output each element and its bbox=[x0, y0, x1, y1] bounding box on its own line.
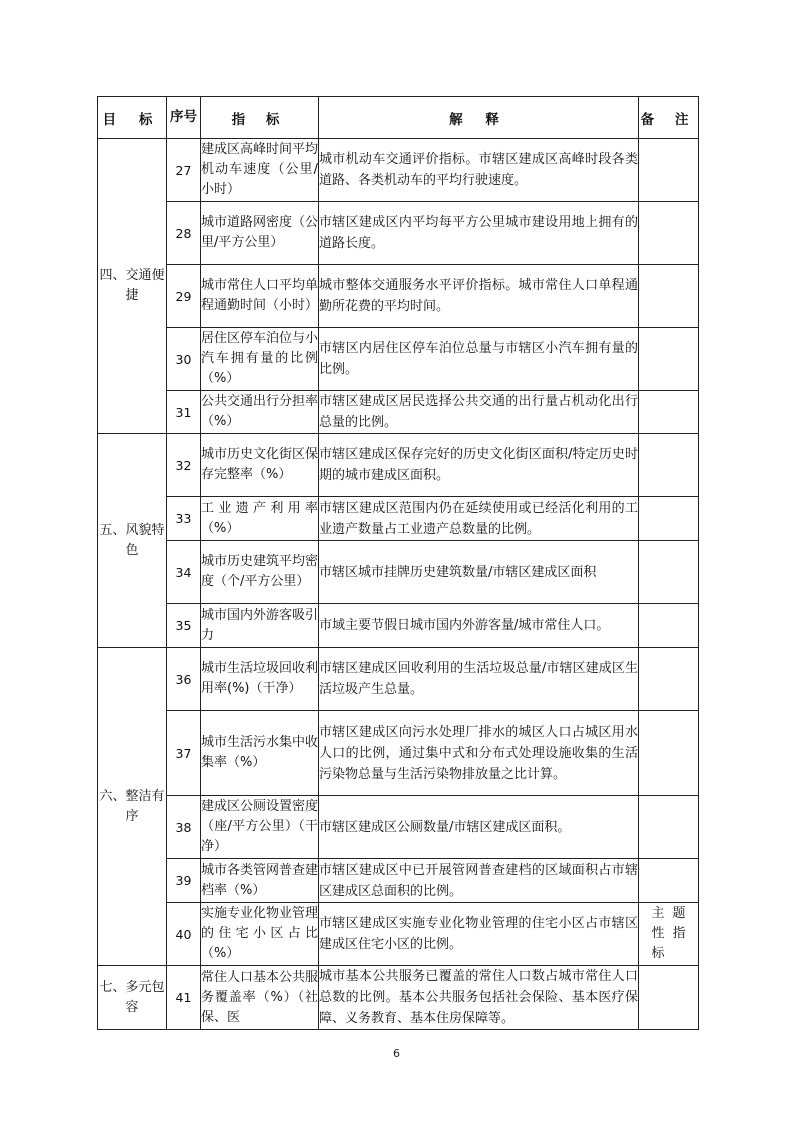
table-row bbox=[98, 711, 699, 796]
indicator-name: 城市道路网密度（公里/平方公里） bbox=[201, 202, 319, 265]
row-number: 33 bbox=[167, 497, 201, 541]
indicator-explanation: 市辖区建成区保存完好的历史文化街区面积/特定历史时期的城市建成区面积。 bbox=[319, 434, 639, 497]
indicator-explanation: 城市整体交通服务水平评价指标。城市常住人口单程通勤所花费的平均时间。 bbox=[319, 265, 639, 328]
indicator-note bbox=[639, 648, 699, 711]
row-number: 35 bbox=[167, 604, 201, 648]
table-row bbox=[98, 328, 699, 391]
indicator-note bbox=[639, 796, 699, 859]
row-number: 30 bbox=[167, 328, 201, 391]
indicator-note: 主题性指标 bbox=[651, 906, 686, 961]
table-row bbox=[98, 391, 699, 434]
row-number: 27 bbox=[167, 139, 201, 202]
table-row bbox=[98, 859, 699, 903]
indicator-explanation: 市辖区建成区内平均每平方公里城市建设用地上拥有的道路长度。 bbox=[319, 202, 639, 265]
indicator-name: 城市各类管网普查建档率（%） bbox=[201, 859, 319, 903]
header-target: 目 标 bbox=[98, 97, 167, 139]
indicator-note bbox=[639, 434, 699, 497]
indicator-note bbox=[639, 497, 699, 541]
indicator-note bbox=[639, 859, 699, 903]
indicator-name: 居住区停车泊位与小汽车拥有量的比例（%） bbox=[201, 328, 319, 391]
indicator-name: 城市国内外游客吸引力 bbox=[201, 604, 319, 648]
indicator-name: 建成区高峰时间平均机动车速度（公里/小时） bbox=[201, 139, 319, 202]
indicator-note bbox=[639, 541, 699, 604]
table-row bbox=[98, 202, 699, 265]
table-row bbox=[98, 648, 699, 711]
table-row bbox=[98, 604, 699, 648]
indicator-name: 实施专业化物业管理的住宅小区占比（%） bbox=[201, 903, 319, 966]
indicator-explanation: 市辖区内居住区停车泊位总量与市辖区小汽车拥有量的比例。 bbox=[319, 328, 639, 391]
header-indicator: 指 标 bbox=[201, 97, 319, 139]
indicator-explanation: 市辖区建成区居民选择公共交通的出行量占机动化出行总量的比例。 bbox=[319, 391, 639, 434]
header-note: 备 注 bbox=[639, 97, 699, 139]
table-row bbox=[98, 903, 699, 966]
table-row bbox=[98, 434, 699, 497]
row-number: 29 bbox=[167, 265, 201, 328]
row-number: 36 bbox=[167, 648, 201, 711]
indicator-name: 城市历史建筑平均密度（个/平方公里） bbox=[201, 541, 319, 604]
indicator-note bbox=[639, 604, 699, 648]
category-inclusive: 七、多元包容 bbox=[98, 966, 167, 1030]
indicator-explanation: 市辖区建成区范围内仍在延续使用或已经活化利用的工业遗产数量占工业遗产总数量的比例。 bbox=[319, 497, 639, 541]
indicator-explanation: 市辖区建成区中已开展管网普查建档的区域面积占市辖区建成区总面积的比例。 bbox=[319, 859, 639, 903]
indicator-explanation: 市辖区建成区回收利用的生活垃圾总量/市辖区建成区生活垃圾产生总量。 bbox=[319, 648, 639, 711]
indicator-table bbox=[97, 96, 699, 1030]
indicator-name: 城市常住人口平均单程通勤时间（小时） bbox=[201, 265, 319, 328]
header-explanation: 解 释 bbox=[319, 97, 639, 139]
indicator-note bbox=[639, 391, 699, 434]
indicator-name: 工业遗产利用率（%） bbox=[201, 497, 319, 541]
indicator-name: 城市生活垃圾回收利用率(%)（干净） bbox=[201, 648, 319, 711]
indicator-explanation: 市辖区建成区向污水处理厂排水的城区人口占城区用水人口的比例，通过集中式和分布式处理设施收集的生活污染物总量与生活污染物排放量之比计算。 bbox=[319, 711, 639, 796]
indicator-note bbox=[639, 966, 699, 1030]
category-style: 五、风貌特色 bbox=[98, 434, 167, 648]
table-row bbox=[98, 541, 699, 604]
indicator-explanation: 城市基本公共服务已覆盖的常住人口数占城市常住人口总数的比例。基本公共服务包括社会保险、基本医疗保障、义务教育、基本住房保障等。 bbox=[319, 966, 639, 1030]
row-number: 37 bbox=[167, 711, 201, 796]
row-number: 41 bbox=[167, 966, 201, 1030]
row-number: 40 bbox=[167, 903, 201, 966]
indicator-note bbox=[639, 139, 699, 202]
indicator-note bbox=[639, 265, 699, 328]
indicator-explanation: 城市机动车交通评价指标。市辖区建成区高峰时段各类道路、各类机动车的平均行驶速度。 bbox=[319, 139, 639, 202]
row-number: 28 bbox=[167, 202, 201, 265]
row-number: 38 bbox=[167, 796, 201, 859]
indicator-explanation: 市辖区建成区实施专业化物业管理的住宅小区占市辖区建成区住宅小区的比例。 bbox=[319, 903, 639, 966]
indicator-explanation: 市辖区建成区公厕数量/市辖区建成区面积。 bbox=[319, 796, 639, 859]
row-number: 34 bbox=[167, 541, 201, 604]
table-row bbox=[98, 497, 699, 541]
indicator-explanation: 市域主要节假日城市国内外游客量/城市常住人口。 bbox=[319, 604, 639, 648]
indicator-name: 城市生活污水集中收集率（%） bbox=[201, 711, 319, 796]
indicator-name: 城市历史文化街区保存完整率（%） bbox=[201, 434, 319, 497]
row-number: 31 bbox=[167, 391, 201, 434]
category-clean: 六、整洁有序 bbox=[98, 648, 167, 966]
category-traffic: 四、交通便捷 bbox=[98, 139, 167, 434]
indicator-explanation: 市辖区城市挂牌历史建筑数量/市辖区建成区面积 bbox=[319, 541, 639, 604]
row-number: 32 bbox=[167, 434, 201, 497]
table-row bbox=[98, 265, 699, 328]
indicator-name: 公共交通出行分担率（%） bbox=[201, 391, 319, 434]
page-number: 6 bbox=[393, 1047, 400, 1060]
indicator-name: 建成区公厕设置密度（座/平方公里）（干净） bbox=[201, 796, 319, 859]
indicator-note-cell bbox=[639, 903, 699, 966]
table-row bbox=[98, 966, 699, 1030]
table-header-row bbox=[98, 97, 699, 139]
row-number: 39 bbox=[167, 859, 201, 903]
indicator-name: 常住人口基本公共服务覆盖率（%）（社保、医 bbox=[201, 966, 319, 1030]
table-row bbox=[98, 796, 699, 859]
table-row bbox=[98, 139, 699, 202]
header-seq: 序号 bbox=[167, 97, 201, 139]
indicator-note bbox=[639, 711, 699, 796]
indicator-note bbox=[639, 328, 699, 391]
indicator-note bbox=[639, 202, 699, 265]
